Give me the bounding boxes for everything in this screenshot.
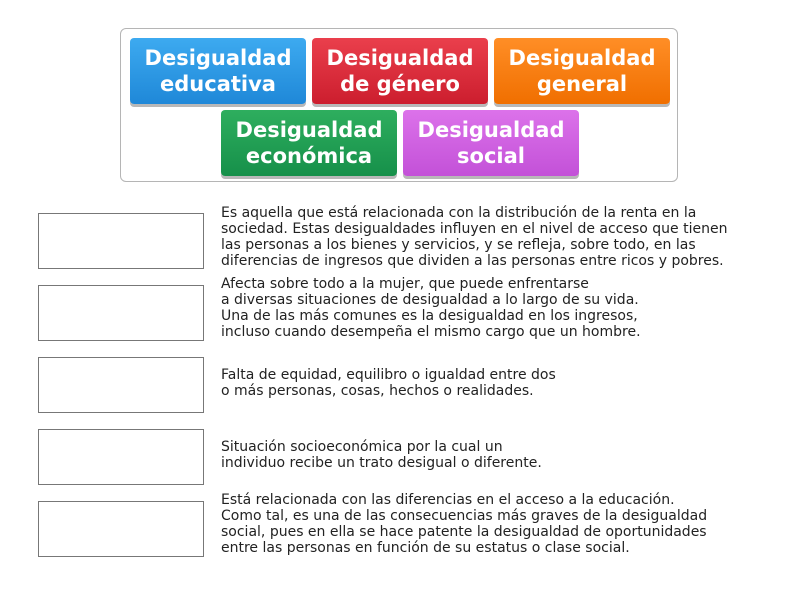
description-5: Está relacionada con las diferencias en el acceso a la educación. Como tal, es una de las consecuencias más graves de la desigualdad social, pues en ella se hace patente la desigualdad de oportunidades entre las personas en función de su estatus o clase social. xyxy=(221,492,708,556)
description-2: Afecta sobre todo a la mujer, que puede enfrentarse a diversas situaciones de desigualdad a lo largo de su vida. Una de las más comunes es la desigualdad en los ingresos, incluso cuando desempeña el mismo cargo que un hombre. xyxy=(221,276,641,340)
description-1: Es aquella que está relacionada con la distribución de la renta en la sociedad. Estas desigualdades influyen en el nivel de acceso que tienen las personas a los bienes y servicios, y se refleja, sobre todo, en las diferencias de ingresos que dividen a las personas entre ricos y pobres. xyxy=(221,205,728,269)
drop-slot-1[interactable] xyxy=(38,213,204,269)
tile-desigualdad-social[interactable]: Desigualdad social xyxy=(403,110,579,176)
answer-tiles-panel xyxy=(120,28,678,182)
description-4: Situación socioeconómica por la cual un individuo recibe un trato desigual o diferente. xyxy=(221,439,542,471)
drop-slot-3[interactable] xyxy=(38,357,204,413)
tile-desigualdad-educativa[interactable]: Desigualdad educativa xyxy=(130,38,306,104)
description-3: Falta de equidad, equilibro o igualdad entre dos o más personas, cosas, hechos o realidades. xyxy=(221,367,556,399)
tile-desigualdad-general[interactable]: Desigualdad general xyxy=(494,38,670,104)
drop-slot-2[interactable] xyxy=(38,285,204,341)
tile-desigualdad-de-genero[interactable]: Desigualdad de género xyxy=(312,38,488,104)
drop-slot-5[interactable] xyxy=(38,501,204,557)
drop-slot-4[interactable] xyxy=(38,429,204,485)
tile-desigualdad-economica[interactable]: Desigualdad económica xyxy=(221,110,397,176)
